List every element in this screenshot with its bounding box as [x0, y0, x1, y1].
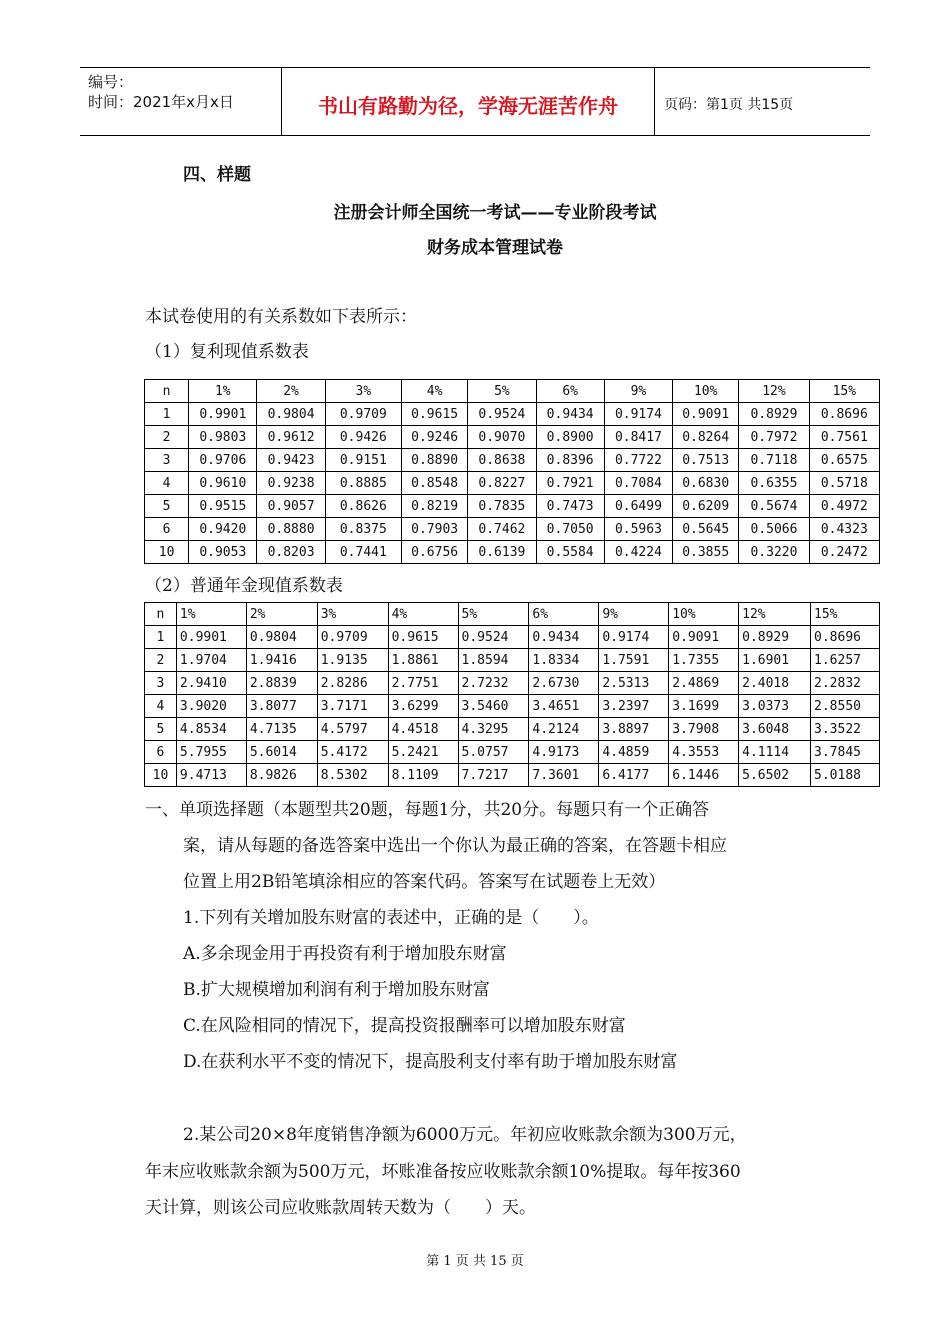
table-header-cell: 1% [189, 380, 257, 403]
table-header-cell: 4% [388, 603, 458, 626]
table-cell: 9.4713 [176, 764, 246, 787]
table-cell: 0.6139 [468, 541, 536, 564]
table-cell: 0.3855 [673, 541, 739, 564]
table-cell: 0.7462 [468, 518, 536, 541]
table-cell: 1.9135 [317, 649, 388, 672]
exam-subtitle: 财务成本管理试卷 [427, 238, 563, 258]
table-cell: 1 [145, 403, 189, 426]
table-header-cell: 1% [176, 603, 246, 626]
table-cell: 3.8077 [246, 695, 317, 718]
table-cell: 0.4323 [809, 518, 879, 541]
header-divider-right [654, 67, 655, 136]
table-cell: 3.5460 [458, 695, 529, 718]
table-header-row [145, 603, 880, 626]
table-cell: 2.2832 [811, 672, 880, 695]
table-cell: 0.5645 [673, 518, 739, 541]
table-cell: 10 [145, 764, 177, 787]
table-cell: 0.7050 [536, 518, 604, 541]
table-header-cell: 3% [317, 603, 388, 626]
table-cell: 0.5584 [536, 541, 604, 564]
table-cell: 5.2421 [388, 741, 458, 764]
table-row [145, 541, 880, 564]
table-cell: 0.8264 [673, 426, 739, 449]
table-cell: 0.9238 [257, 472, 325, 495]
table-cell: 0.5718 [809, 472, 879, 495]
table-cell: 0.9091 [669, 626, 739, 649]
table-cell: 0.9615 [388, 626, 458, 649]
table-header-row [145, 380, 880, 403]
table-row [145, 472, 880, 495]
table-cell: 0.6355 [739, 472, 809, 495]
table-cell: 0.8638 [468, 449, 536, 472]
table-cell: 0.9612 [257, 426, 325, 449]
table-cell: 0.9803 [189, 426, 257, 449]
table-header-cell: 2% [246, 603, 317, 626]
table-row [145, 672, 880, 695]
table-cell: 0.9706 [189, 449, 257, 472]
table-header-cell: 4% [402, 380, 468, 403]
table-cell: 2.5313 [599, 672, 669, 695]
table-cell: 6.4177 [599, 764, 669, 787]
table-cell: 5.0188 [811, 764, 880, 787]
table-cell: 0.5963 [604, 518, 672, 541]
part1-line2: 案，请从每题的备选答案中选出一个你认为最正确的答案，在答题卡相应 [183, 836, 727, 856]
table-row [145, 741, 880, 764]
table-cell: 4.3553 [669, 741, 739, 764]
table-cell: 0.9709 [317, 626, 388, 649]
table-cell: 5.6502 [739, 764, 811, 787]
table-cell: 3.2397 [599, 695, 669, 718]
q1-option-d: D.在获利水平不变的情况下，提高股利支付率有助于增加股东财富 [183, 1052, 678, 1072]
table-cell: 1.9416 [246, 649, 317, 672]
table-cell: 0.9423 [257, 449, 325, 472]
table-cell: 3.7908 [669, 718, 739, 741]
table-cell: 0.6756 [402, 541, 468, 564]
table-cell: 4 [145, 695, 177, 718]
table-cell: 0.7972 [739, 426, 809, 449]
table-cell: 0.3220 [739, 541, 809, 564]
table-cell: 3 [145, 449, 189, 472]
q1-option-a: A.多余现金用于再投资有利于增加股东财富 [183, 944, 507, 964]
table-cell: 1.9704 [176, 649, 246, 672]
table-header-cell: 10% [673, 380, 739, 403]
table-cell: 2.9410 [176, 672, 246, 695]
table-cell: 4 [145, 472, 189, 495]
table-cell: 0.8885 [325, 472, 401, 495]
table-cell: 0.9070 [468, 426, 536, 449]
q2-line2: 年末应收账款余额为500万元，坏账准备按应收账款余额10%提取。每年按360 [145, 1162, 741, 1182]
table-cell: 0.9174 [604, 403, 672, 426]
table-row [145, 718, 880, 741]
table-row [145, 649, 880, 672]
table-cell: 3.7171 [317, 695, 388, 718]
table-cell: 1.7355 [669, 649, 739, 672]
header-code-label: 编号： [88, 73, 134, 91]
table-cell: 0.5674 [739, 495, 809, 518]
table-header-cell: 9% [599, 603, 669, 626]
table-cell: 2.8839 [246, 672, 317, 695]
table-row [145, 495, 880, 518]
table-header-cell: 10% [669, 603, 739, 626]
table-cell: 0.8548 [402, 472, 468, 495]
table-header-cell: 12% [739, 603, 811, 626]
table-row [145, 449, 880, 472]
table-header-cell: 9% [604, 380, 672, 403]
header-bottom-rule [80, 135, 870, 136]
table-cell: 0.8929 [739, 626, 811, 649]
table-cell: 0.8219 [402, 495, 468, 518]
table-cell: 1.6257 [811, 649, 880, 672]
table-cell: 0.9174 [599, 626, 669, 649]
table-cell: 2 [145, 426, 189, 449]
table-cell: 2.6730 [529, 672, 599, 695]
table-header-cell: 12% [739, 380, 809, 403]
table-cell: 8.9826 [246, 764, 317, 787]
table-row [145, 518, 880, 541]
table-cell: 1.8861 [388, 649, 458, 672]
table-cell: 0.8396 [536, 449, 604, 472]
table-cell: 4.4859 [599, 741, 669, 764]
table-cell: 0.7118 [739, 449, 809, 472]
table-cell: 0.7441 [325, 541, 401, 564]
table-cell: 1.8594 [458, 649, 529, 672]
table-cell: 5.4172 [317, 741, 388, 764]
table-cell: 0.8626 [325, 495, 401, 518]
table-cell: 0.7473 [536, 495, 604, 518]
table-cell: 0.5066 [739, 518, 809, 541]
table-header-cell: n [145, 603, 177, 626]
section-title: 四、样题 [183, 165, 251, 185]
table-cell: 0.8417 [604, 426, 672, 449]
table-cell: 0.9151 [325, 449, 401, 472]
table-cell: 2.8286 [317, 672, 388, 695]
table-cell: 0.9615 [402, 403, 468, 426]
table-cell: 0.6830 [673, 472, 739, 495]
header-meta [88, 72, 234, 112]
table-header-cell: 5% [468, 380, 536, 403]
intro-text: 本试卷使用的有关系数如下表所示： [145, 307, 417, 327]
table-header-cell: 6% [536, 380, 604, 403]
table-cell: 2.8550 [811, 695, 880, 718]
table-cell: 0.7513 [673, 449, 739, 472]
header-page-info: 页码：第1页 共15页 [664, 97, 794, 113]
table-cell: 7.7217 [458, 764, 529, 787]
table-cell: 4.5797 [317, 718, 388, 741]
table-cell: 2.4869 [669, 672, 739, 695]
table-cell: 0.6575 [809, 449, 879, 472]
table-row [145, 764, 880, 787]
table-cell: 0.8929 [739, 403, 809, 426]
table-cell: 4.3295 [458, 718, 529, 741]
table-cell: 0.9420 [189, 518, 257, 541]
table-cell: 5 [145, 718, 177, 741]
table-cell: 0.6209 [673, 495, 739, 518]
table-row [145, 426, 880, 449]
table-cell: 5 [145, 495, 189, 518]
table-cell: 0.8227 [468, 472, 536, 495]
part1-line1: 一、单项选择题（本题型共20题，每题1分，共20分。每题只有一个正确答 [145, 800, 710, 820]
table-cell: 0.9610 [189, 472, 257, 495]
table-row [145, 695, 880, 718]
table-cell: 0.7084 [604, 472, 672, 495]
table-cell: 10 [145, 541, 189, 564]
table-header-cell: 15% [809, 380, 879, 403]
compound-pv-table [144, 379, 880, 564]
table-cell: 0.9246 [402, 426, 468, 449]
table-cell: 5.0757 [458, 741, 529, 764]
table-cell: 4.1114 [739, 741, 811, 764]
table-cell: 3 [145, 672, 177, 695]
table-cell: 0.8890 [402, 449, 468, 472]
table-cell: 3.1699 [669, 695, 739, 718]
table-cell: 4.4518 [388, 718, 458, 741]
q1-option-b: B.扩大规模增加利润有利于增加股东财富 [183, 980, 490, 1000]
table-cell: 6 [145, 741, 177, 764]
table-cell: 0.7835 [468, 495, 536, 518]
table-cell: 0.7903 [402, 518, 468, 541]
header-motto: 书山有路勤为径，学海无涯苦作舟 [318, 94, 618, 118]
table-cell: 3.0373 [739, 695, 811, 718]
table-cell: 0.8696 [809, 403, 879, 426]
table-cell: 5.7955 [176, 741, 246, 764]
table-cell: 2.7232 [458, 672, 529, 695]
table-cell: 0.9434 [529, 626, 599, 649]
header-top-rule [80, 67, 870, 68]
table-cell: 3.6048 [739, 718, 811, 741]
table-row [145, 403, 880, 426]
table-cell: 0.9524 [458, 626, 529, 649]
table-cell: 0.7561 [809, 426, 879, 449]
table-header-cell: 2% [257, 380, 325, 403]
table-cell: 8.5302 [317, 764, 388, 787]
table-cell: 1 [145, 626, 177, 649]
table-cell: 4.9173 [529, 741, 599, 764]
header-date-label: 时间：2021年x月x日 [88, 93, 234, 111]
table-cell: 0.9804 [257, 403, 325, 426]
table-cell: 3.9020 [176, 695, 246, 718]
table-cell: 0.9901 [189, 403, 257, 426]
table-cell: 0.9053 [189, 541, 257, 564]
table-cell: 3.6299 [388, 695, 458, 718]
table-header-cell: 5% [458, 603, 529, 626]
page-footer: 第 1 页 共 15 页 [426, 1254, 524, 1269]
table-cell: 3.7845 [811, 741, 880, 764]
table-cell: 0.8880 [257, 518, 325, 541]
table-header-cell: 15% [811, 603, 880, 626]
table-cell: 0.9901 [176, 626, 246, 649]
table-cell: 0.8203 [257, 541, 325, 564]
table-cell: 0.9524 [468, 403, 536, 426]
table-cell: 0.6499 [604, 495, 672, 518]
table-cell: 0.9709 [325, 403, 401, 426]
table-cell: 0.8696 [811, 626, 880, 649]
exam-title: 注册会计师全国统一考试——专业阶段考试 [333, 203, 657, 223]
table-cell: 0.7921 [536, 472, 604, 495]
q1-stem: 1.下列有关增加股东财富的表述中，正确的是（ ）。 [183, 908, 599, 928]
table-row [145, 626, 880, 649]
table2-caption: （2）普通年金现值系数表 [145, 576, 343, 596]
table-cell: 0.8375 [325, 518, 401, 541]
annuity-pv-table [144, 602, 880, 787]
table-cell: 2.7751 [388, 672, 458, 695]
table-header-cell: 3% [325, 380, 401, 403]
table-cell: 7.3601 [529, 764, 599, 787]
table-cell: 4.7135 [246, 718, 317, 741]
table-cell: 0.9091 [673, 403, 739, 426]
part1-line3: 位置上用2B铅笔填涂相应的答案代码。答案写在试题卷上无效） [183, 872, 666, 892]
table-cell: 0.9434 [536, 403, 604, 426]
table-cell: 0.9515 [189, 495, 257, 518]
table-cell: 4.2124 [529, 718, 599, 741]
table-cell: 3.3522 [811, 718, 880, 741]
q2-line3: 天计算，则该公司应收账款周转天数为（ ）天。 [145, 1198, 536, 1218]
table-cell: 1.8334 [529, 649, 599, 672]
table-cell: 0.4972 [809, 495, 879, 518]
table-cell: 0.8900 [536, 426, 604, 449]
table-header-cell: 6% [529, 603, 599, 626]
table-cell: 1.7591 [599, 649, 669, 672]
table1-caption: （1）复利现值系数表 [145, 342, 309, 362]
table-cell: 0.7722 [604, 449, 672, 472]
table-cell: 6 [145, 518, 189, 541]
table-cell: 4.8534 [176, 718, 246, 741]
table-cell: 3.8897 [599, 718, 669, 741]
table-cell: 6.1446 [669, 764, 739, 787]
table-cell: 0.9057 [257, 495, 325, 518]
q2-line1: 2.某公司20×8年度销售净额为6000万元。年初应收账款余额为300万元， [183, 1125, 747, 1145]
table-cell: 2 [145, 649, 177, 672]
table-cell: 0.9804 [246, 626, 317, 649]
table-cell: 0.9426 [325, 426, 401, 449]
table-cell: 8.1109 [388, 764, 458, 787]
table-cell: 0.4224 [604, 541, 672, 564]
table-cell: 3.4651 [529, 695, 599, 718]
table-header-cell: n [145, 380, 189, 403]
table-cell: 5.6014 [246, 741, 317, 764]
table-cell: 0.2472 [809, 541, 879, 564]
q1-option-c: C.在风险相同的情况下，提高投资报酬率可以增加股东财富 [183, 1016, 626, 1036]
table-cell: 2.4018 [739, 672, 811, 695]
table-cell: 1.6901 [739, 649, 811, 672]
